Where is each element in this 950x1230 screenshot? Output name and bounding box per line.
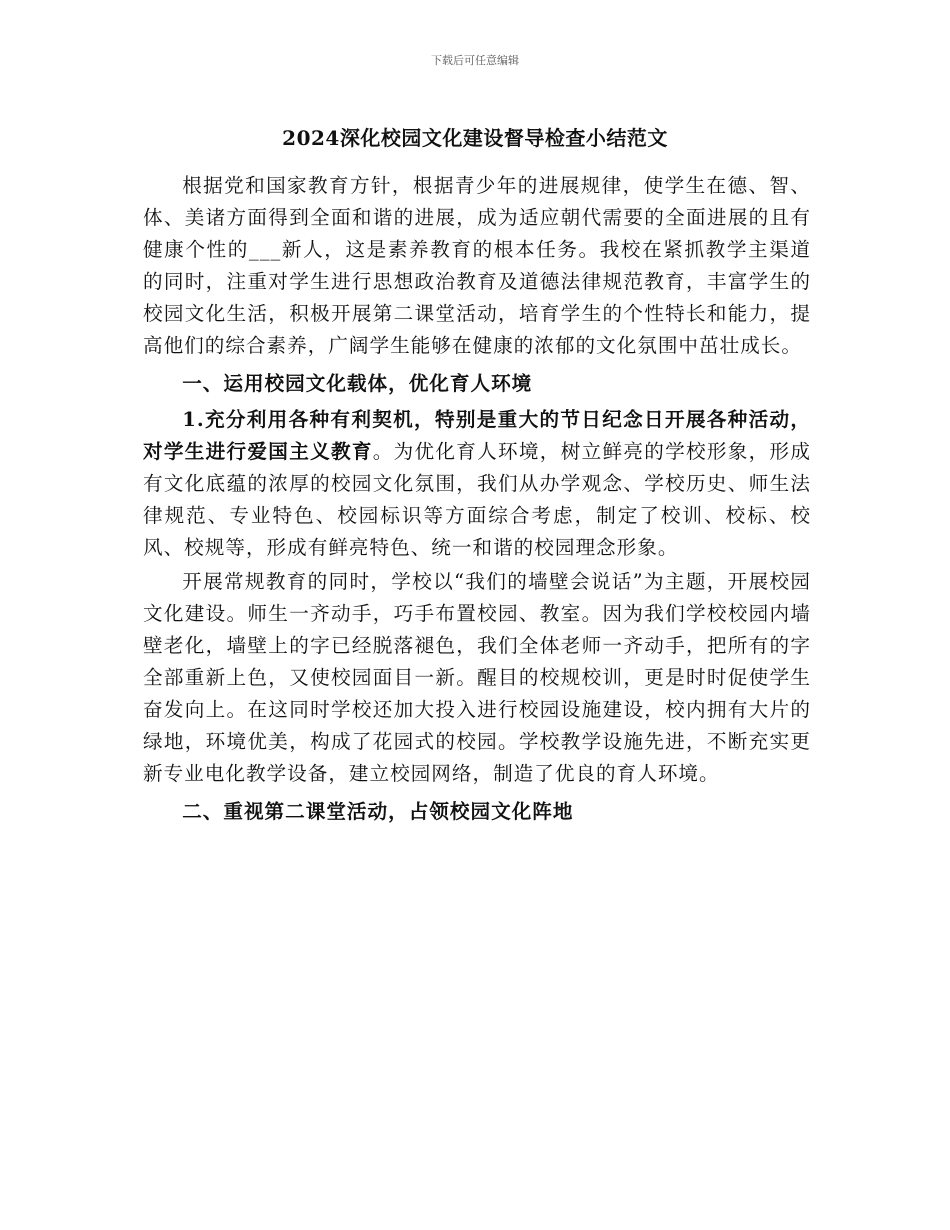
- document-body: [143, 170, 811, 832]
- intro-paragraph: 根据党和国家教育方针，根据青少年的进展规律，使学生在德、智、体、美诸方面得到全面和谐的进展，成为适应朝代需要的全面进展的且有健康个性的___新人，这是素养教育的根本任务。我校在紧抓教学主渠道的同时，注重对学生进行思想政治教育及道德法律规范教育，丰富学生的校园文化生活，积极开展第二课堂活动，培育学生的个性特长和能力，提高他们的综合素养，广阔学生能够在健康的浓郁的文化氛围中茁壮成长。: [143, 174, 811, 357]
- document-title: 2024深化校园文化建设督导检查小结范文: [282, 126, 668, 150]
- paragraph-2: 开展常规教育的同时，学校以“我们的墙壁会说话”为主题，开展校园文化建设。师生一齐动手，巧手布置校园、教室。因为我们学校校园内墙壁老化，墙壁上的字已经脱落褪色，我们全体老师一齐动手，把所有的字全部重新上色，又使校园面目一新。醒目的校规校训，更是时时促使学生奋发向上。在这同时学校还加大投入进行校园设施建设，校内拥有大片的绿地，环境优美，构成了花园式的校园。学校教学设施先进，不断充实更新专业电化教学设备，建立校园网络，制造了优良的育人环境。: [143, 570, 811, 785]
- section-heading-2: 二、重视第二课堂活动，占领校园文化阵地: [182, 800, 574, 823]
- item-1-paragraph: [143, 404, 811, 564]
- section-heading-1: 一、运用校园文化载体，优化育人环境: [182, 372, 533, 395]
- item-1-text: 。为优化育人环境，树立鲜亮的学校形象，形成有文化底蕴的浓厚的校园文化氛围，我们从办学观念、学校历史、师生法律规范、专业特色、校园标识等方面综合考虑，制定了校训、校标、校风、校规等，形成有鲜亮特色、统一和谐的校园理念形象。: [143, 440, 812, 559]
- header-note: 下载后可任意编辑: [431, 54, 519, 67]
- item-1-lead: 1.充分利用各种有利契机，特别是重大的节日纪念日开展各种活动，对学生进行爱国主义教育: [143, 408, 811, 463]
